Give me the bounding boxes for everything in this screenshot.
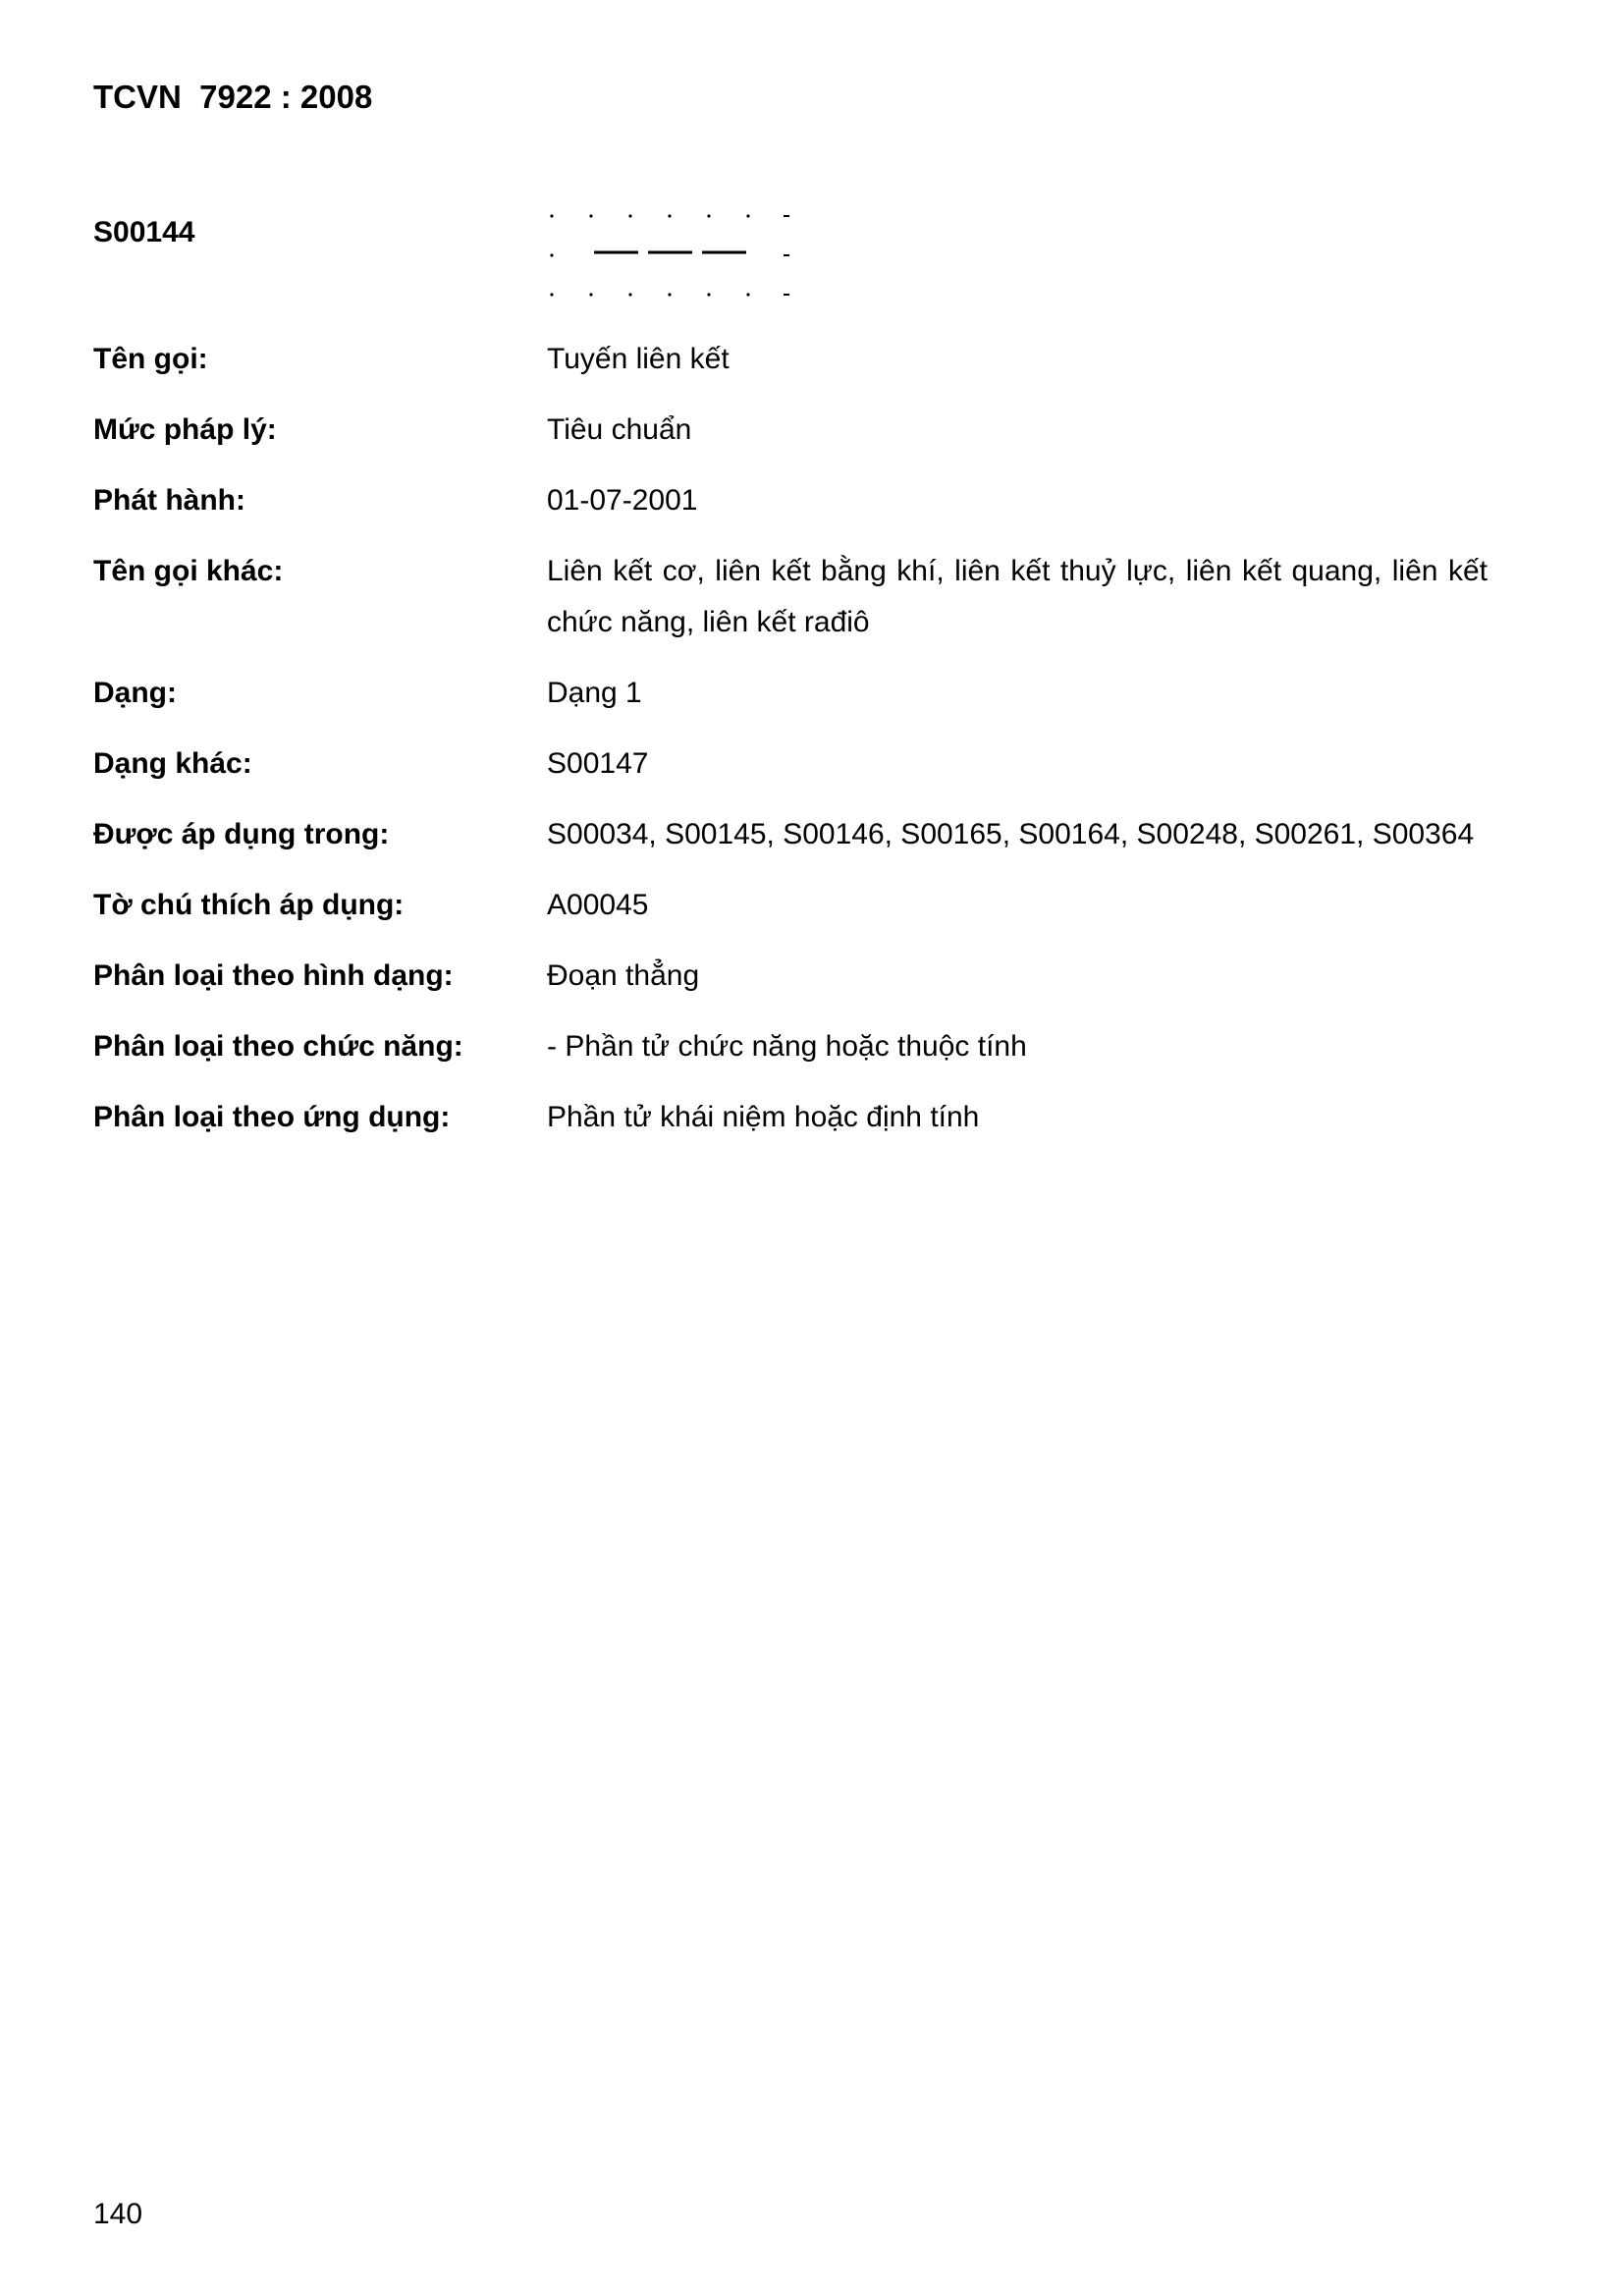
- field-value: Phần tử khái niệm hoặc định tính: [547, 1101, 980, 1133]
- field-row-legal-level: [93, 405, 1488, 456]
- dash-line-symbol-icon: [540, 201, 805, 309]
- field-row-annotation-sheet: [93, 880, 1488, 931]
- field-row-name: [93, 334, 1488, 385]
- field-value: Liên kết cơ, liên kết bằng khí, liên kết thuỷ lực, liên kết quang, liên kết chức năng, liên kết rađiô: [547, 555, 1488, 638]
- field-row-issued: [93, 475, 1488, 526]
- field-list: [93, 334, 1488, 1163]
- field-row-function-class: [93, 1021, 1488, 1072]
- field-value: 01-07-2001: [547, 484, 698, 517]
- field-value: Tiêu chuẩn: [547, 413, 692, 446]
- field-label: Dạng:: [93, 677, 177, 709]
- field-label: Mức pháp lý:: [93, 413, 277, 446]
- field-row-other-form: [93, 738, 1488, 790]
- field-row-shape-class: [93, 951, 1488, 1002]
- field-label: Được áp dụng trong:: [93, 818, 390, 850]
- field-row-application-class: [93, 1092, 1488, 1143]
- field-label: Phân loại theo chức năng:: [93, 1030, 463, 1063]
- field-value: Đoạn thẳng: [547, 959, 700, 992]
- field-value: Tuyến liên kết: [547, 343, 730, 375]
- field-label: Tờ chú thích áp dụng:: [93, 889, 405, 921]
- field-value: - Phần tử chức năng hoặc thuộc tính: [547, 1030, 1027, 1063]
- field-label: Tên gọi khác:: [93, 555, 284, 587]
- field-value: Dạng 1: [547, 677, 642, 709]
- field-value: A00045: [547, 889, 649, 921]
- field-label: Phân loại theo ứng dụng:: [93, 1101, 451, 1133]
- field-label: Phân loại theo hình dạng:: [93, 959, 454, 992]
- field-row-form: [93, 668, 1488, 719]
- field-label: Dạng khác:: [93, 747, 252, 780]
- field-row-applied-in: [93, 809, 1488, 860]
- field-row-other-names: [93, 546, 1488, 648]
- symbol-code: S00144: [93, 216, 195, 248]
- page-number: 140: [93, 2198, 143, 2230]
- field-label: Phát hành:: [93, 484, 245, 517]
- field-value: S00147: [547, 747, 649, 780]
- field-label: Tên gọi:: [93, 343, 208, 375]
- field-value: S00034, S00145, S00146, S00165, S00164, S00248, S00261, S00364: [547, 818, 1475, 850]
- document-header: TCVN 7922 : 2008: [93, 79, 373, 115]
